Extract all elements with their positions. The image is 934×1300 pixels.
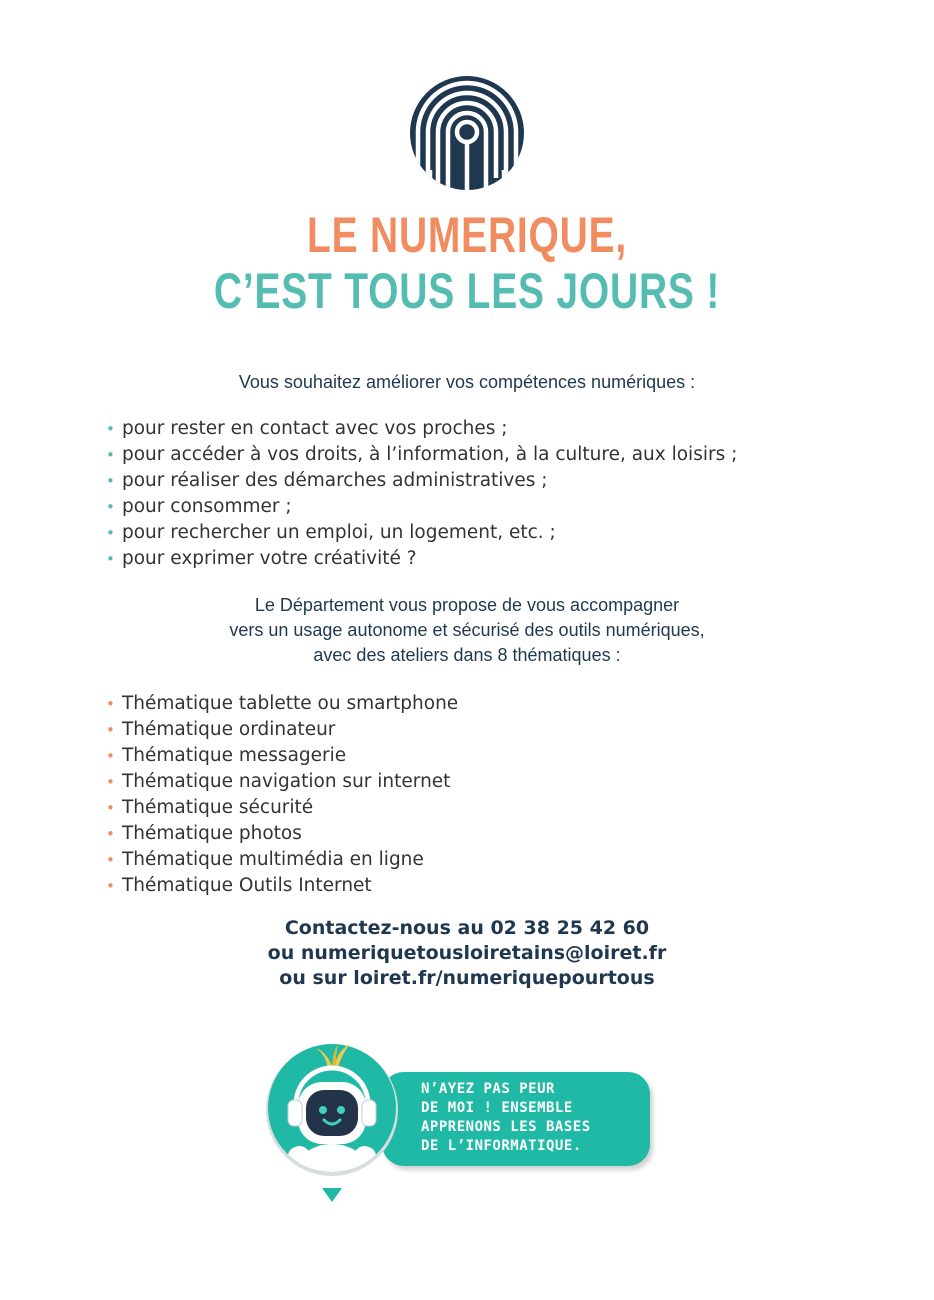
bullet-icon: • (106, 695, 115, 713)
offer-paragraph (0, 593, 934, 668)
list-item: • pour rechercher un emploi, un logement, etc. ; (106, 520, 737, 546)
list-item: • Thématique ordinateur (106, 717, 458, 743)
offer-line: Le Département vous propose de vous accompagner (254, 595, 680, 615)
list-item: • pour consommer ; (106, 494, 737, 520)
list-item: • Thématique photos (106, 821, 458, 847)
contact-block (0, 916, 934, 991)
contact-phone: Contactez-nous au 02 38 25 42 60 (284, 917, 650, 939)
list-item: • pour exprimer votre créativité ? (106, 546, 737, 572)
contact-email-link[interactable]: ou numeriquetousloiretains@loiret.fr (267, 942, 667, 964)
list-item: • Thématique multimédia en ligne (106, 847, 458, 873)
bullet-icon: • (106, 851, 115, 869)
page-title-line2: C’EST TOUS LES JOURS ! (213, 263, 721, 319)
bullet-icon: • (106, 420, 115, 438)
bullet-icon: • (106, 799, 115, 817)
speech-text: N’AYEZ PAS PEUR DE MOI ! ENSEMBLE APPRENONS LES BASES DE L’INFORMATIQUE. (421, 1081, 591, 1154)
page-title-line1: LE NUMERIQUE, (307, 207, 627, 263)
bullet-icon: • (106, 446, 115, 464)
bullet-icon: • (106, 721, 115, 739)
offer-line: vers un usage autonome et sécurisé des outils numériques, (229, 620, 705, 640)
bullet-icon: • (106, 524, 115, 542)
bullet-icon: • (106, 825, 115, 843)
bullet-icon: • (106, 498, 115, 516)
robot-mascot-icon (262, 1038, 402, 1208)
bullet-icon: • (106, 472, 115, 490)
list-item: • Thématique messagerie (106, 743, 458, 769)
list-item: • Thématique navigation sur internet (106, 769, 458, 795)
bullet-icon: • (106, 877, 115, 895)
bullet-icon: • (106, 550, 115, 568)
offer-line: avec des ateliers dans 8 thématiques : (313, 645, 621, 665)
list-item: • pour accéder à vos droits, à l’information, à la culture, aux loisirs ; (106, 442, 737, 468)
list-item: • pour rester en contact avec vos proches ; (106, 416, 737, 442)
bullet-icon: • (106, 773, 115, 791)
list-item: • pour réaliser des démarches administratives ; (106, 468, 737, 494)
reasons-list (106, 416, 737, 572)
contact-website-link[interactable]: ou sur loiret.fr/numeriquepourtous (279, 967, 655, 989)
signal-logo-icon (408, 74, 526, 192)
bullet-icon: • (106, 747, 115, 765)
mascot-callout (262, 1038, 662, 1208)
list-item: • Thématique tablette ou smartphone (106, 691, 458, 717)
list-item: • Thématique Outils Internet (106, 873, 458, 899)
list-item: • Thématique sécurité (106, 795, 458, 821)
speech-bubble (382, 1072, 650, 1166)
intro-question: Vous souhaitez améliorer vos compétences numériques : (238, 372, 696, 392)
themes-list (106, 691, 458, 899)
